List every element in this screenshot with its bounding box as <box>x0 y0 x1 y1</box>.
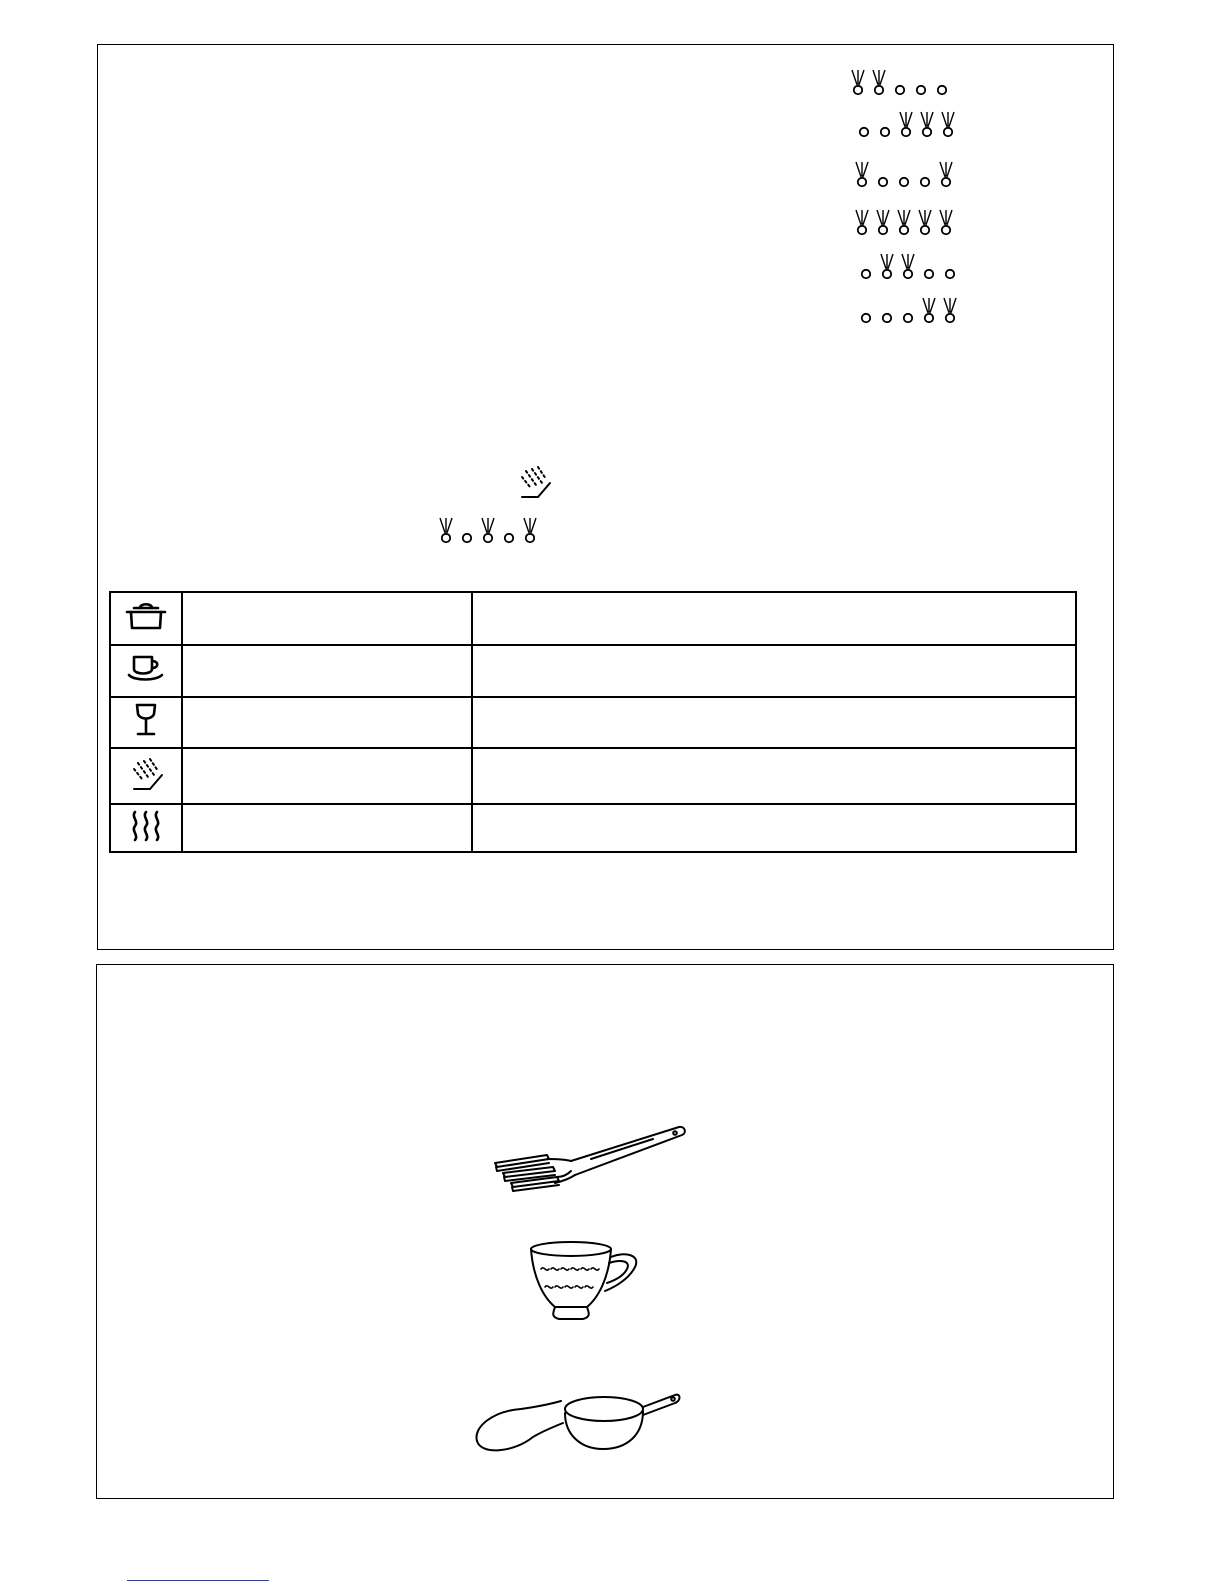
symbol-label <box>182 804 472 852</box>
symbol-description <box>472 748 1076 804</box>
led-lamp-flashing <box>524 518 536 542</box>
rinse-aid-icon <box>516 465 556 501</box>
led-lamp-flashing <box>942 112 954 136</box>
led-lamp-off <box>904 314 912 322</box>
led-lamp-flashing <box>856 210 868 234</box>
led-lamp-off <box>860 128 868 136</box>
led-lamp-off <box>505 534 513 542</box>
led-lamp-flashing <box>921 112 933 136</box>
led-lamp-off <box>946 270 954 278</box>
led-lamp-off <box>938 86 946 94</box>
led-lamp-off <box>862 314 870 322</box>
table-row <box>110 697 1076 748</box>
symbol-table <box>109 591 1077 853</box>
wooden-fork-illustration <box>493 1125 689 1195</box>
table-row <box>110 748 1076 804</box>
wine-glass-icon <box>130 702 162 738</box>
teacup-illustration <box>525 1241 645 1325</box>
led-lamp-off <box>925 270 933 278</box>
led-lamp-flashing <box>940 210 952 234</box>
table-row <box>110 804 1076 852</box>
led-pattern-row <box>854 155 964 191</box>
led-lamp-flashing <box>898 210 910 234</box>
led-lamp-flashing <box>877 210 889 234</box>
symbol-label <box>182 645 472 697</box>
symbol-description <box>472 697 1076 748</box>
lower-panel <box>96 964 1114 1499</box>
symbol-description <box>472 645 1076 697</box>
symbol-description <box>472 804 1076 852</box>
led-pattern-row <box>854 203 964 239</box>
led-lamp-off <box>921 178 929 186</box>
led-lamp-flashing <box>482 518 494 542</box>
table-row <box>110 592 1076 645</box>
led-lamp-flashing <box>881 254 893 278</box>
symbol-label <box>182 592 472 645</box>
led-pattern-row <box>858 247 968 283</box>
led-lamp-flashing <box>940 162 952 186</box>
led-lamp-flashing <box>919 210 931 234</box>
ladle-spoon-illustration <box>473 1375 683 1465</box>
pot-icon <box>125 600 167 632</box>
cup-saucer-icon <box>126 653 166 685</box>
led-lamp-off <box>917 86 925 94</box>
led-lamp-flashing <box>900 112 912 136</box>
led-lamp-off <box>883 314 891 322</box>
led-lamp-off <box>881 128 889 136</box>
led-pattern-row <box>858 291 968 327</box>
led-lamp-off <box>862 270 870 278</box>
led-lamp-flashing <box>852 70 864 94</box>
symbol-label <box>182 748 472 804</box>
led-pattern-row <box>850 63 960 99</box>
footer-link-underline <box>127 1580 269 1581</box>
led-lamp-off <box>900 178 908 186</box>
led-lamp-off <box>896 86 904 94</box>
led-lamp-flashing <box>873 70 885 94</box>
steam-icon <box>127 809 165 843</box>
led-lamp-off <box>463 534 471 542</box>
led-lamp-flashing <box>440 518 452 542</box>
symbol-description <box>472 592 1076 645</box>
led-lamp-flashing <box>923 298 935 322</box>
rinse-aid-led-pattern <box>438 511 550 545</box>
led-lamp-flashing <box>944 298 956 322</box>
led-lamp-flashing <box>902 254 914 278</box>
table-row <box>110 645 1076 697</box>
led-pattern-row <box>856 105 966 141</box>
upper-panel <box>97 44 1114 950</box>
symbol-label <box>182 697 472 748</box>
led-lamp-off <box>879 178 887 186</box>
rinse-aid-icon <box>126 755 166 793</box>
led-lamp-flashing <box>856 162 868 186</box>
